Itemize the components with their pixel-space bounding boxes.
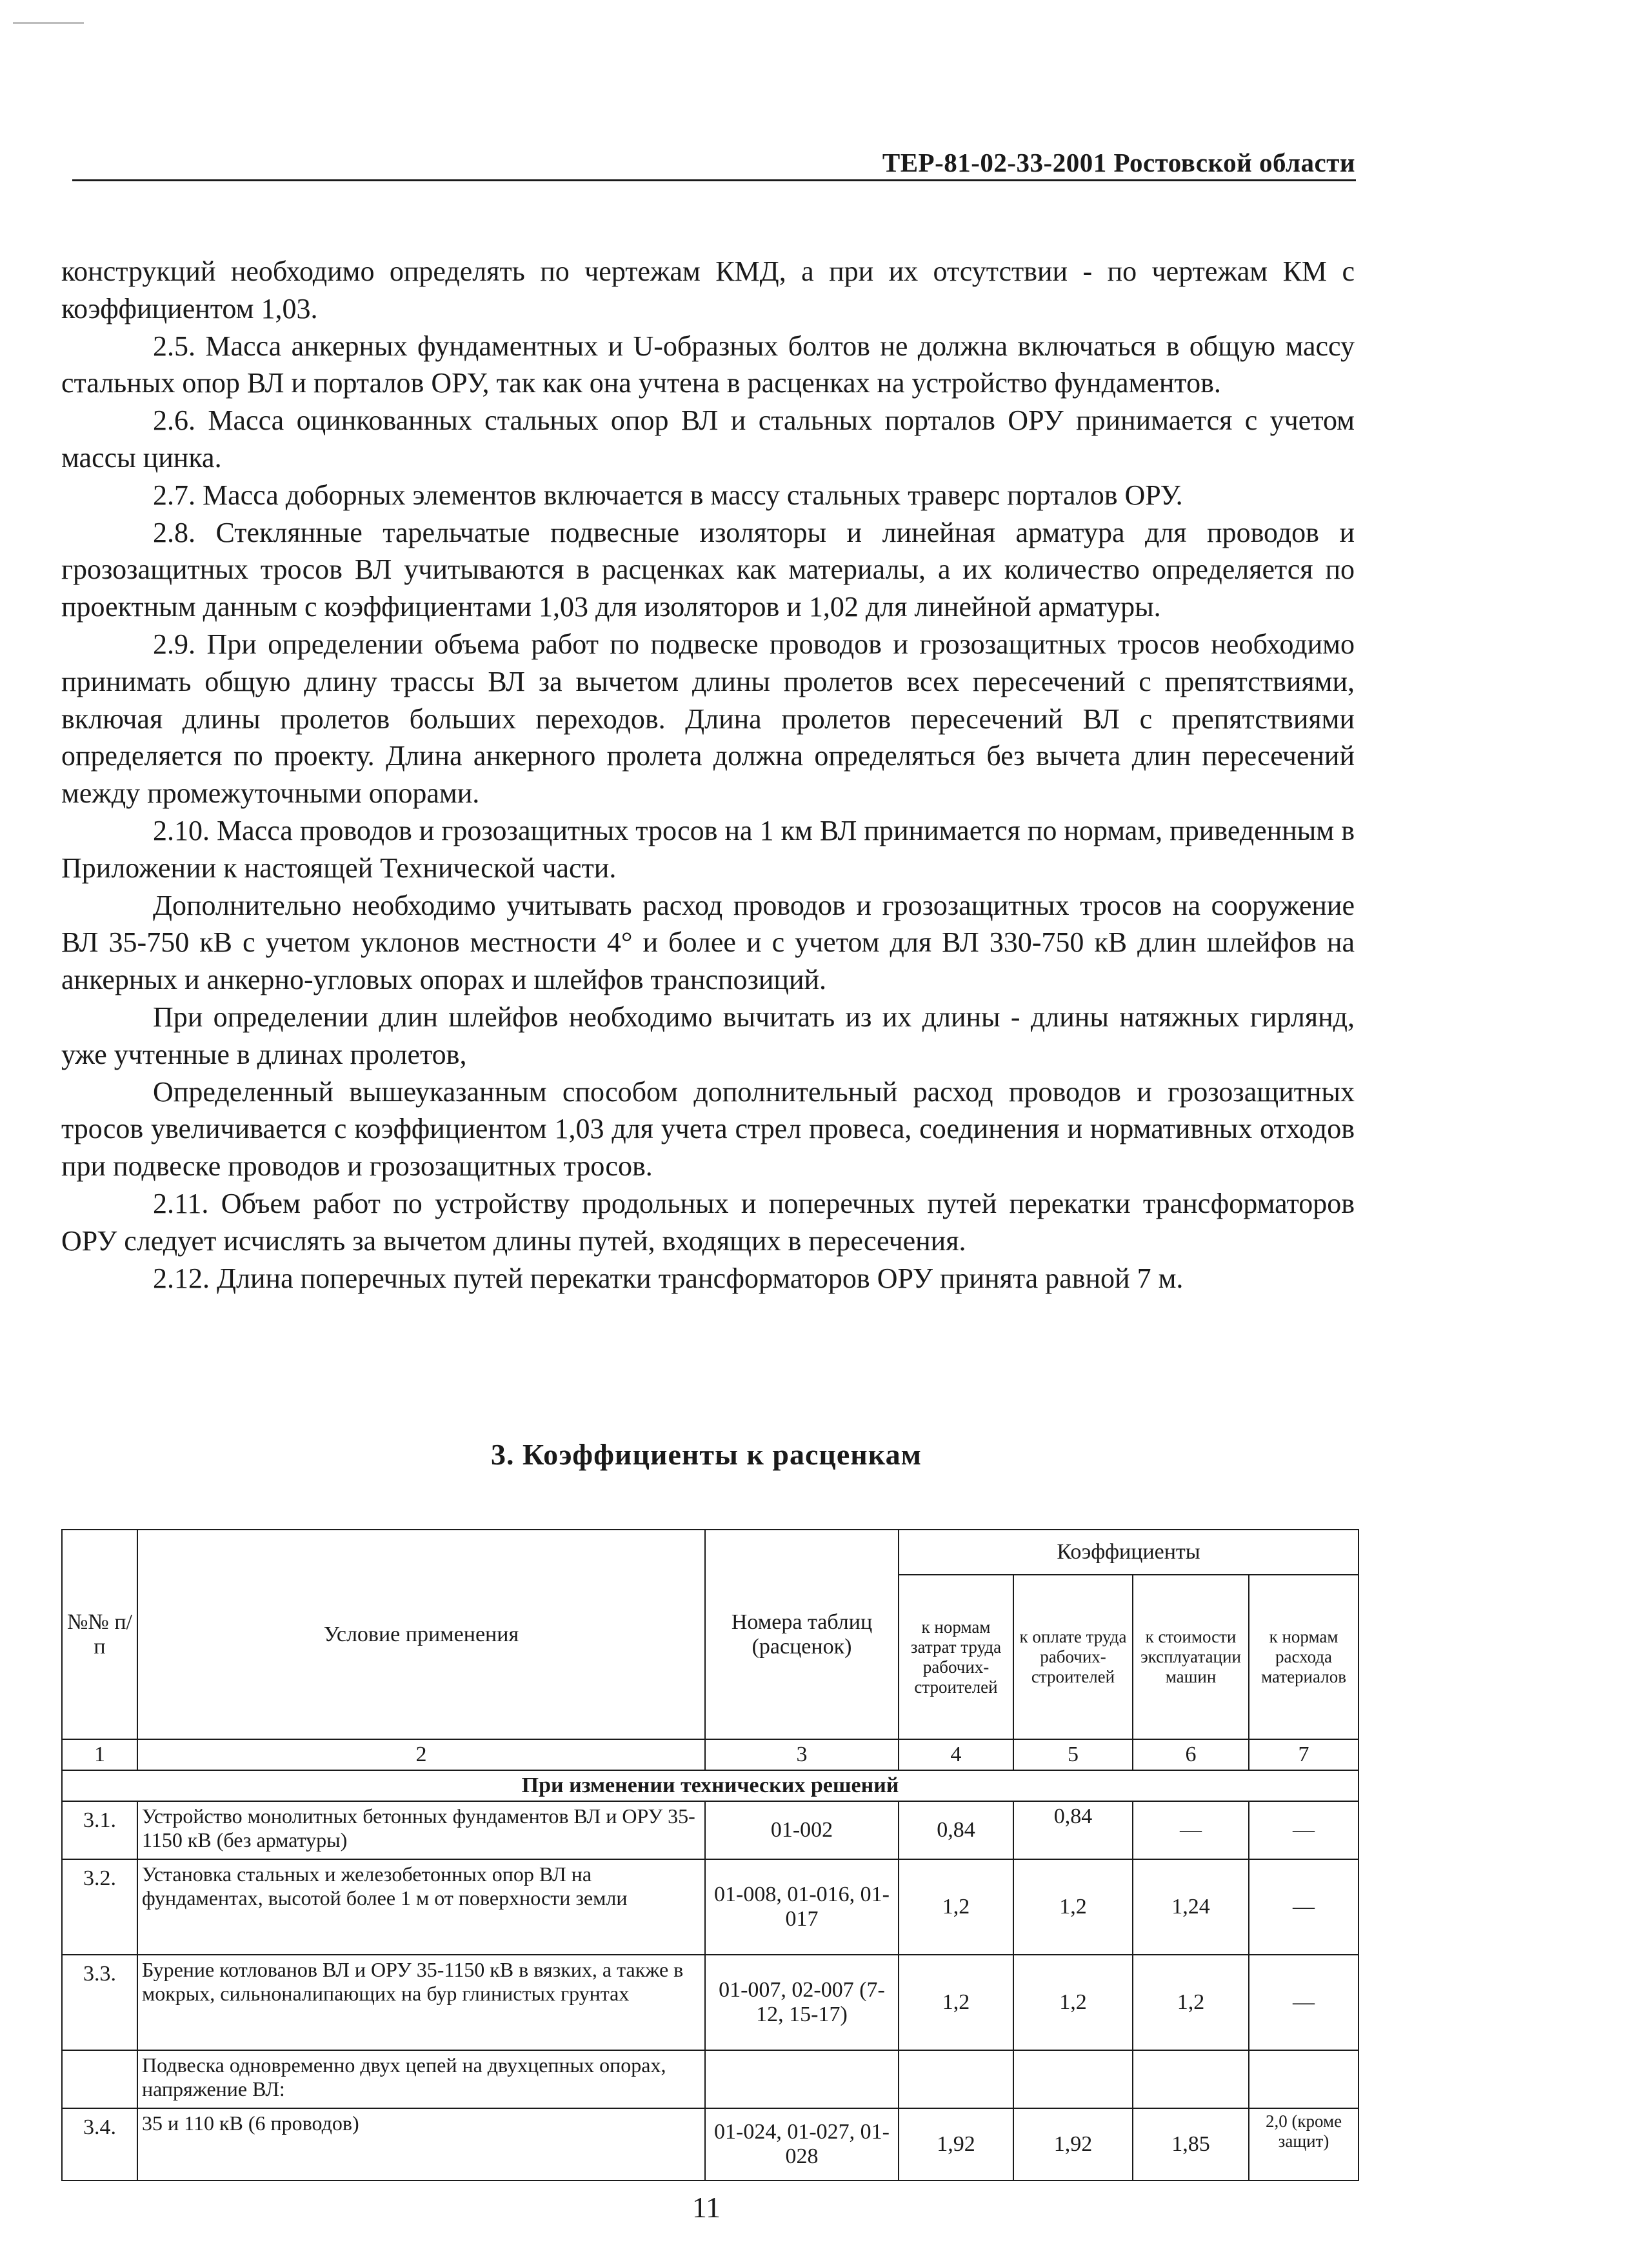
- row-k3: 1,24: [1133, 1859, 1249, 1955]
- page-number: 11: [692, 2191, 721, 2224]
- row-k2: 1,2: [1013, 1955, 1133, 2050]
- row-k2: 1,92: [1013, 2108, 1133, 2181]
- row-tables: [705, 2050, 899, 2108]
- row-k3: —: [1133, 1801, 1249, 1859]
- header-condition: Условие применения: [137, 1530, 705, 1739]
- row-k4: [1249, 2050, 1358, 2108]
- col-number: 1: [62, 1739, 137, 1770]
- header-tables: Номера таблиц (расценок): [705, 1530, 899, 1739]
- table-row: [62, 1955, 1358, 2050]
- paragraph: 2.7. Масса доборных элементов включается в массу стальных траверс порталов ОРУ.: [153, 479, 1183, 511]
- row-num: 3.1.: [62, 1801, 137, 1859]
- paragraph: 2.9. При определении объема работ по подвеске проводов и грозозащитных тросов необходимо принимать общую длину трассы ВЛ за вычетом длины пролетов всех пересечений с препятствиями, включая длины пролетов больших переходов. Длина пролетов пересечений ВЛ с препятствиями определяется по проекту. Длина анкерного пролета должна определяться без вычета длин пересечений между промежуточными опорами.: [61, 628, 1355, 810]
- paragraph: конструкций необходимо определять по чертежам КМД, а при их отсутствии - по чертежам КМ с коэффициентом 1,03.: [61, 255, 1355, 324]
- row-k1: 1,92: [899, 2108, 1013, 2181]
- header-coef-materials: к нормам расхода материалов: [1249, 1575, 1358, 1739]
- row-tables: 01-002: [705, 1801, 899, 1859]
- row-condition: 35 и 110 кВ (6 проводов): [137, 2108, 705, 2181]
- group-title: При изменении технических решений: [62, 1770, 1358, 1801]
- row-k1: 0,84: [899, 1801, 1013, 1859]
- table-row: [62, 1801, 1358, 1859]
- paragraph: Определенный вышеуказанным способом дополнительный расход проводов и грозозащитных тросов увеличивается с коэффициентом 1,03 для учета стрел провеса, соединения и нормативных отходов при подвеске проводов и грозозащитных тросов.: [61, 1075, 1355, 1183]
- row-k1: [899, 2050, 1013, 2108]
- col-number: 5: [1013, 1739, 1133, 1770]
- header-num: №№ п/п: [62, 1530, 137, 1739]
- row-k1: 1,2: [899, 1955, 1013, 2050]
- group-title-row: [62, 1770, 1358, 1801]
- paragraph: При определении длин шлейфов необходимо вычитать из их длины - длины натяжных гирлянд, уже учтенные в длинах пролетов,: [61, 1001, 1355, 1070]
- row-condition: Установка стальных и железобетонных опор ВЛ на фундаментах, высотой более 1 м от поверхности земли: [137, 1859, 705, 1955]
- table-row: [62, 1859, 1358, 1955]
- row-tables: 01-024, 01-027, 01-028: [705, 2108, 899, 2181]
- table-row: [62, 2108, 1358, 2181]
- col-number: 4: [899, 1739, 1013, 1770]
- row-k3: 1,85: [1133, 2108, 1249, 2181]
- row-k4: 2,0 (кроме защит): [1249, 2108, 1358, 2181]
- paragraph: 2.5. Масса анкерных фундаментных и U-образных болтов не должна включаться в общую массу стальных опор ВЛ и порталов ОРУ, так как она учтена в расценках на устройство фундаментов.: [61, 330, 1355, 399]
- row-k4: —: [1249, 1859, 1358, 1955]
- paragraph: 2.11. Объем работ по устройству продольных и поперечных путей перекатки трансформаторов ОРУ следует исчислять за вычетом длины путей, входящих в пересечения.: [61, 1187, 1355, 1257]
- row-tables: 01-007, 02-007 (7-12, 15-17): [705, 1955, 899, 2050]
- col-number: 6: [1133, 1739, 1249, 1770]
- header-coef-labor: к нормам затрат труда рабочих-строителей: [899, 1575, 1013, 1739]
- table-row: [62, 2050, 1358, 2108]
- paragraph: 2.8. Стеклянные тарельчатые подвесные изоляторы и линейная арматура для проводов и грозозащитных тросов ВЛ учитываются в расценках как материалы, а их количество определяется по проектным данным с коэффициентами 1,03 для изоляторов и 1,02 для линейной арматуры.: [61, 516, 1355, 623]
- row-num: 3.2.: [62, 1859, 137, 1955]
- row-num: [62, 2050, 137, 2108]
- col-number: 2: [137, 1739, 705, 1770]
- header-rule: [72, 179, 1356, 181]
- row-num: 3.3.: [62, 1955, 137, 2050]
- section-title: 3. Коэффициенты к расценкам: [491, 1438, 922, 1471]
- row-condition: Подвеска одновременно двух цепей на двухцепных опорах, напряжение ВЛ:: [137, 2050, 705, 2108]
- row-condition: Устройство монолитных бетонных фундаментов ВЛ и ОРУ 35-1150 кВ (без арматуры): [137, 1801, 705, 1859]
- document-header: ТЕР-81-02-33-2001 Ростовской области: [882, 148, 1355, 177]
- row-condition: Бурение котлованов ВЛ и ОРУ 35-1150 кВ в вязких, а также в мокрых, сильноналипающих на бур глинистых грунтах: [137, 1955, 705, 2050]
- paragraph: Дополнительно необходимо учитывать расход проводов и грозозащитных тросов на сооружение ВЛ 35-750 кВ с учетом уклонов местности 4° и более и с учетом для ВЛ 330-750 кВ длин шлейфов на анкерных и анкерно-угловых опорах и шлейфов транспозиций.: [61, 889, 1355, 996]
- table-header-row: [62, 1530, 1358, 1575]
- column-number-row: [62, 1739, 1358, 1770]
- row-k3: 1,2: [1133, 1955, 1249, 2050]
- row-k4: —: [1249, 1801, 1358, 1859]
- col-number: 3: [705, 1739, 899, 1770]
- coefficients-table: [61, 1529, 1359, 2181]
- row-num: 3.4.: [62, 2108, 137, 2181]
- col-number: 7: [1249, 1739, 1358, 1770]
- row-k2: 1,2: [1013, 1859, 1133, 1955]
- row-k4: —: [1249, 1955, 1358, 2050]
- row-k3: [1133, 2050, 1249, 2108]
- paragraph: 2.12. Длина поперечных путей перекатки трансформаторов ОРУ принята равной 7 м.: [153, 1262, 1184, 1294]
- header-coef-pay: к оплате труда рабочих-строителей: [1013, 1575, 1133, 1739]
- scan-artifact-line: [13, 22, 84, 24]
- row-tables: 01-008, 01-016, 01-017: [705, 1859, 899, 1955]
- paragraph: 2.6. Масса оцинкованных стальных опор ВЛ и стальных порталов ОРУ принимается с учетом массы цинка.: [61, 404, 1355, 474]
- row-k1: 1,2: [899, 1859, 1013, 1955]
- header-coef-machines: к стоимости эксплуатации машин: [1133, 1575, 1249, 1739]
- row-k2: 0,84: [1013, 1801, 1133, 1859]
- body-text: [61, 253, 1355, 1297]
- paragraph: 2.10. Масса проводов и грозозащитных тросов на 1 км ВЛ принимается по нормам, приведенным в Приложении к настоящей Технической части.: [61, 814, 1355, 884]
- row-k2: [1013, 2050, 1133, 2108]
- header-coef-group: Коэффициенты: [899, 1530, 1358, 1575]
